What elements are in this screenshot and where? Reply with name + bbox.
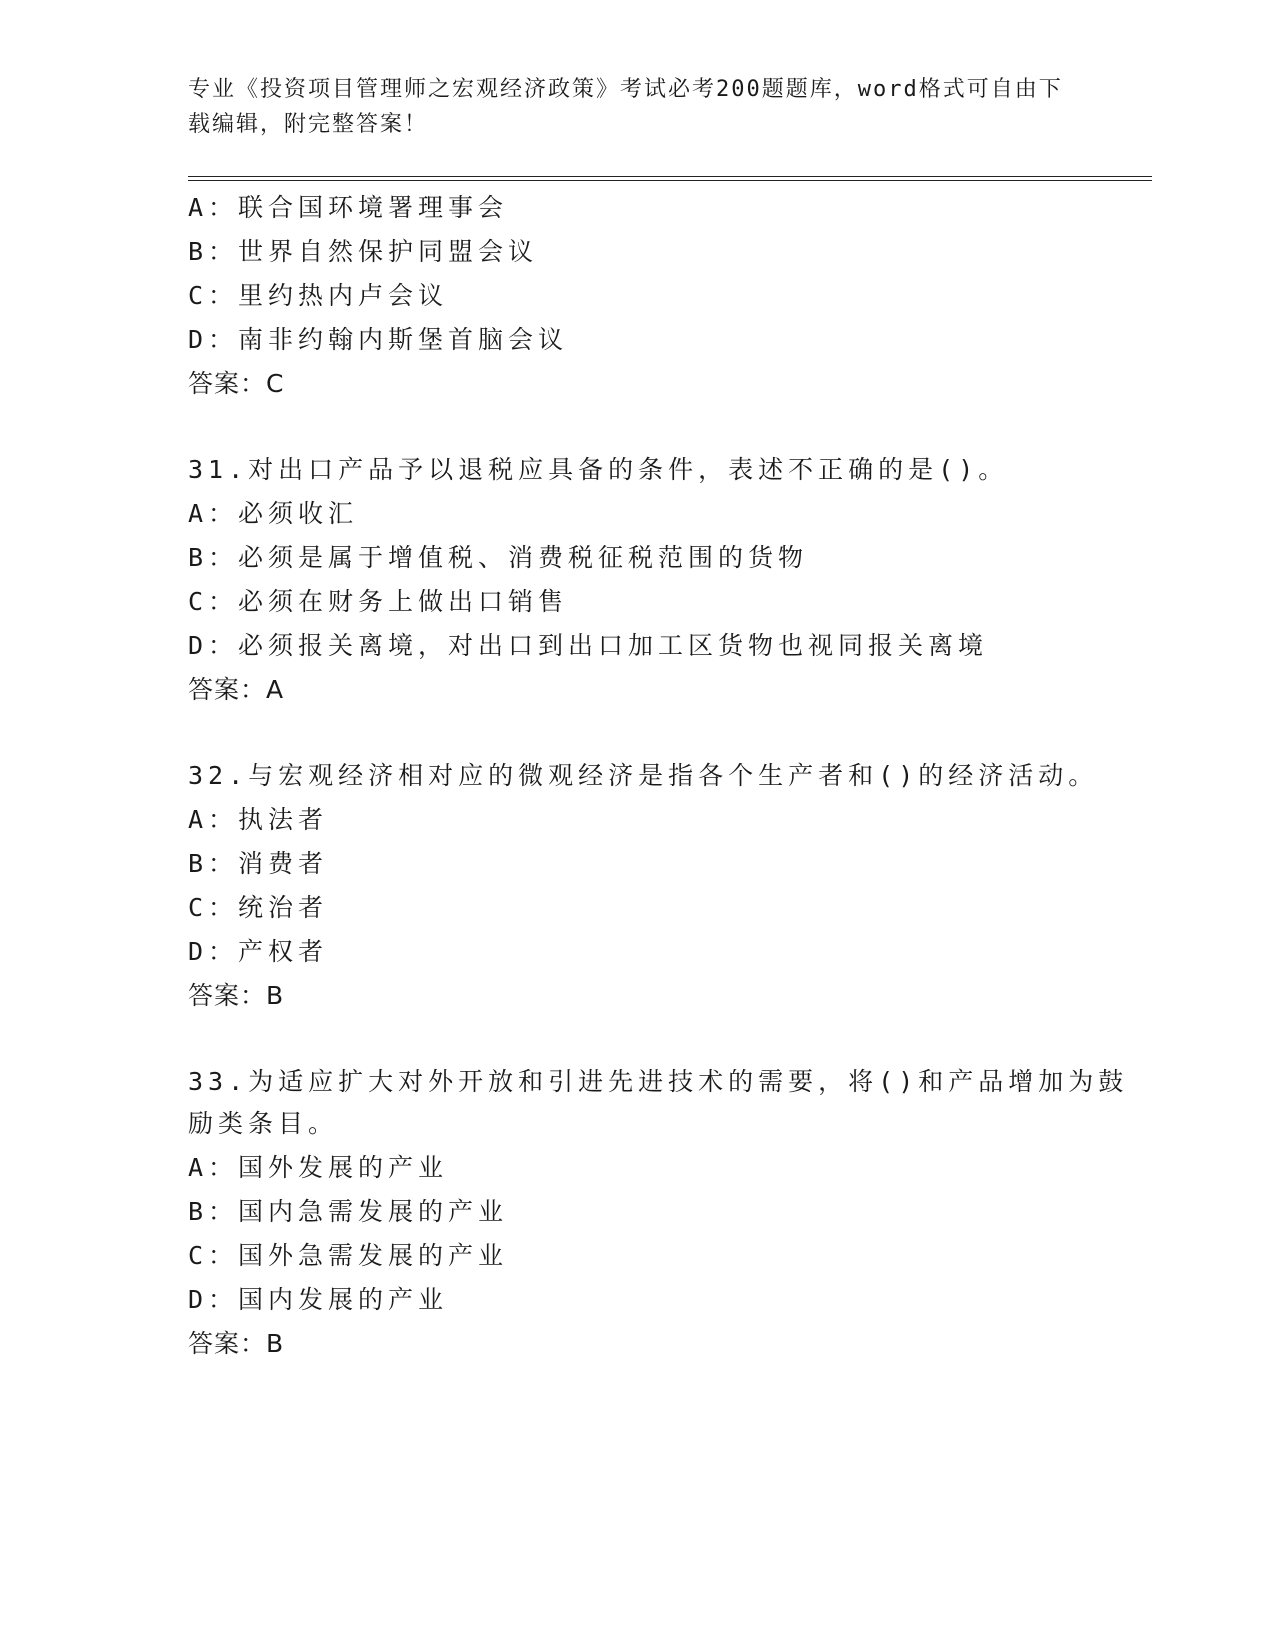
- q32-option-b: B：消费者: [188, 849, 329, 878]
- q31-option-d: D：必须报关离境，对出口到出口加工区货物也视同报关离境: [188, 631, 989, 660]
- q30-option-c: C：里约热内卢会议: [188, 281, 449, 310]
- q33-option-b: B：国内急需发展的产业: [188, 1197, 509, 1226]
- q33-option-c: C：国外急需发展的产业: [188, 1241, 509, 1270]
- q31-option-b: B：必须是属于增值税、消费税征税范围的货物: [188, 543, 809, 572]
- q33-option-a: A：国外发展的产业: [188, 1153, 449, 1182]
- q30-option-b: B：世界自然保护同盟会议: [188, 237, 539, 266]
- q32-stem: 32.与宏观经济相对应的微观经济是指各个生产者和()的经济活动。: [188, 761, 1099, 790]
- q31-answer: 答案：A: [188, 675, 285, 704]
- q31-option-a: A：必须收汇: [188, 499, 359, 528]
- q30-option-a: A：联合国环境署理事会: [188, 193, 509, 222]
- header-double-rule: [188, 176, 1152, 181]
- q31-option-c: C：必须在财务上做出口销售: [188, 587, 569, 616]
- q33-stem-line1: 33.为适应扩大对外开放和引进先进技术的需要，将()和产品增加为鼓: [188, 1067, 1129, 1096]
- q30-answer: 答案：C: [188, 369, 285, 398]
- q30-option-d: D：南非约翰内斯堡首脑会议: [188, 325, 569, 354]
- q31-stem: 31.对出口产品予以退税应具备的条件，表述不正确的是()。: [188, 455, 1009, 484]
- document-header: 专业《投资项目管理师之宏观经济政策》考试必考200题题库，word格式可自由下载编辑，附完整答案！: [188, 77, 1063, 137]
- q33-option-d: D：国内发展的产业: [188, 1285, 449, 1314]
- q33-answer: 答案：B: [188, 1329, 285, 1358]
- q32-option-d: D：产权者: [188, 937, 329, 966]
- q32-answer: 答案：B: [188, 981, 285, 1010]
- q33-stem-line2: 励类条目。: [188, 1109, 339, 1138]
- q32-option-a: A：执法者: [188, 805, 329, 834]
- q32-option-c: C：统治者: [188, 893, 329, 922]
